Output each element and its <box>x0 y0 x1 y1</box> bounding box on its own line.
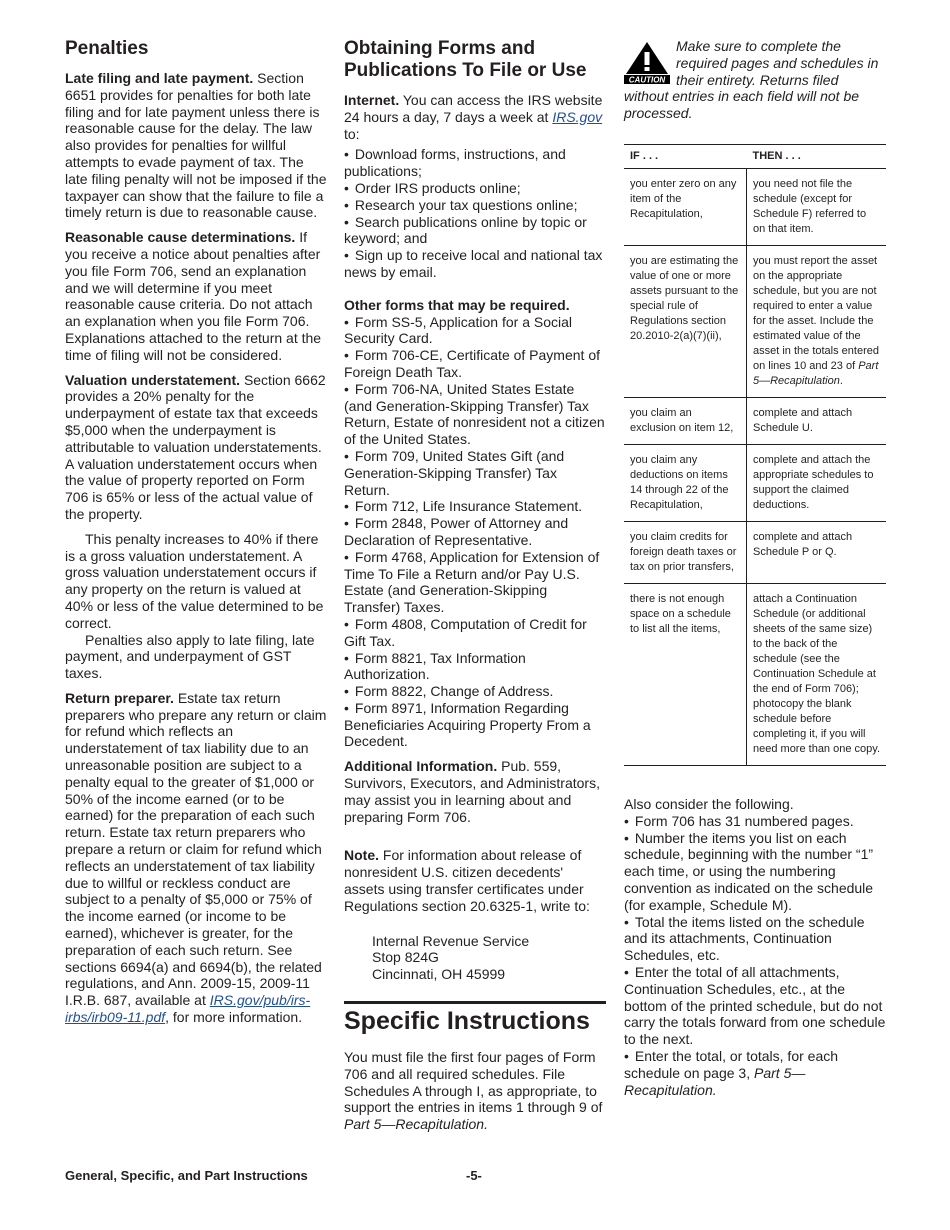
table-cell: complete and attach Schedule U. <box>747 397 887 444</box>
valuation-paragraph: Valuation understatement. Section 6662 provides a 20% penalty for the underpayment of estate tax that exceeds $5,000 when the underpayment is attributable to valuation understatements. A valuation understatement occurs when the value of property reported on Form 706 is 65% or less of the actual value of the property. <box>65 371 326 522</box>
irs-gov-link[interactable]: IRS.gov <box>552 108 603 125</box>
caution-label: CAUTION <box>628 75 666 84</box>
irb-link[interactable]: IRS.gov/pub/irs-irbs/irb09-11.pdf <box>65 992 311 1026</box>
list-item: • Form 709, United States Gift (and Generation-Skipping Transfer) Tax Return. <box>344 448 606 498</box>
other-forms-list <box>344 314 606 751</box>
page-number: -5- <box>466 1168 482 1183</box>
footer-section-title: General, Specific, and Part Instructions <box>65 1168 308 1183</box>
table-row <box>624 583 886 765</box>
list-item: • Form 8821, Tax Information Authorization. <box>344 650 606 684</box>
table-cell: complete and attach the appropriate schedules to support the claimed deductions. <box>747 444 887 521</box>
table-cell: you claim credits for foreign death taxes or tax on prior transfers, <box>624 521 747 583</box>
list-item: • Form 706-NA, United States Estate (and Generation-Skipping Transfer) Tax Return, Estate of nonresident not a citizen of the United States. <box>344 381 606 448</box>
column-caution-table <box>624 38 886 1106</box>
list-item: • Enter the total of all attachments, Continuation Schedules, etc., at the bottom of the printed schedule, but do not carry the totals forward from one schedule to the next. <box>624 964 886 1048</box>
internet-list <box>344 146 606 280</box>
if-then-table <box>624 144 886 766</box>
table-cell: you must report the asset on the appropriate schedule, but you are not required to enter a value for the asset. Include the estimated value of the asset in the totals entered on lines 10 and 23 of Part 5—Recapitulation. <box>747 245 887 397</box>
list-item: • Form 4768, Application for Extension of Time To File a Return and/or Pay U.S. Estate (and Generation-Skipping Transfer) Taxes. <box>344 549 606 616</box>
return-preparer-paragraph: Return preparer. Estate tax return preparers who prepare any return or claim for refund which reflects an understatement of tax liability due to an unreasonable position are subject to a penalty equal to the greater of $1,000 or 50% of the income earned (or to be earned) for the preparation of each such return. Estate tax return preparers who prepare a return or claim for refund which reflects an understatement of tax liability due to willful or reckless conduct are subject to a penalty of $5,000 or 75% of the income earned (or income to be earned), whichever is greater, for the preparation of each such return. See sections 6694(a) and 6694(b), the related regulations, and Ann. 2009-15, 2009-11 I.R.B. 687, available at IRS.gov/pub/irs-irbs/irb09-11.pdf, for more information. <box>65 689 327 1026</box>
table-cell: you claim any deductions on items 14 through 22 of the Recapitulation, <box>624 444 747 521</box>
caution-note <box>624 38 886 122</box>
reasonable-cause-paragraph: Reasonable cause determinations. If you receive a notice about penalties after you file Form 706, send an explanation and we will determine if you meet reasonable cause criteria. Do not attach an explanation when you file Form 706. Explanations attached to the return at the time of filing will not be considered. <box>65 229 322 363</box>
specific-instructions-paragraph: You must file the first four pages of Form 706 and all required schedules. File Schedules A through I, as appropriate, to support the entries in items 1 through 9 of Part 5—Recapitulation. <box>344 1049 603 1133</box>
list-item: • Order IRS products online; <box>344 180 606 197</box>
table-row <box>624 168 886 245</box>
list-item: • Form 712, Life Insurance Statement. <box>344 498 606 515</box>
header-then: THEN . . . <box>747 144 887 168</box>
other-forms-heading: Other forms that may be required. <box>344 296 570 313</box>
list-item: • Form 706-CE, Certificate of Payment of Foreign Death Tax. <box>344 347 606 381</box>
list-item: • Form 2848, Power of Attorney and Declaration of Representative. <box>344 515 606 549</box>
table-row <box>624 444 886 521</box>
internet-paragraph: Internet. You can access the IRS website 24 hours a day, 7 days a week at IRS.gov to: <box>344 92 603 142</box>
column-obtaining-forms <box>344 38 606 1141</box>
caution-text: Make sure to complete the required pages and schedules in their entirety. Returns filed without entries in each field will not be processed. <box>624 38 879 122</box>
address-line: Stop 824G <box>372 949 439 966</box>
note-paragraph: Note. For information about release of nonresident U.S. citizen decedents' assets using transfer certificates under Regulations section 20.6325-1, write to: <box>344 847 590 914</box>
table-header-row <box>624 144 886 168</box>
list-item: • Form 706 has 31 numbered pages. <box>624 813 886 830</box>
address-line: Cincinnati, OH 45999 <box>372 966 506 983</box>
list-item: • Total the items listed on the schedule and its attachments, Continuation Schedules, etc. <box>624 914 886 964</box>
list-item: • Research your tax questions online; <box>344 197 606 214</box>
header-if: IF . . . <box>624 144 747 168</box>
gst-penalties-paragraph: Penalties also apply to late filing, late payment, and underpayment of GST taxes. <box>65 631 315 682</box>
table-cell: you need not file the schedule (except for Schedule F) referred to on that item. <box>747 168 887 245</box>
specific-instructions-heading: Specific Instructions <box>344 1001 606 1035</box>
table-row <box>624 521 886 583</box>
gross-valuation-paragraph: This penalty increases to 40% if there is a gross valuation understatement. A gross valuation understatement occurs if any property on the return is valued at 40% or less of the value determined to be correct. <box>65 530 324 631</box>
table-cell: you claim an exclusion on item 12, <box>624 397 747 444</box>
late-filing-paragraph: Late filing and late payment. Section 6651 provides for penalties for both late filing and for late payment unless there is reasonable cause for the delay. The law also provides for penalties for willful attempts to evade payment of tax. The late filing penalty will not be imposed if the taxpayer can show that the failure to file a timely return is due to reasonable cause. <box>65 70 327 221</box>
list-item: • Download forms, instructions, and publications; <box>344 146 606 180</box>
irs-address <box>372 933 606 983</box>
column-penalties <box>65 38 327 1034</box>
table-row <box>624 245 886 397</box>
also-consider-list <box>624 813 886 1099</box>
list-item: • Enter the total, or totals, for each schedule on page 3, Part 5—Recapitulation. <box>624 1048 886 1098</box>
table-cell: you are estimating the value of one or more assets pursuant to the special rule of Regulations section 20.2010-2(a)(7)(ii), <box>624 245 747 397</box>
list-item: • Number the items you list on each schedule, beginning with the number “1” each time, or using the numbering convention as indicated on the schedule (for example, Schedule M). <box>624 830 886 914</box>
caution-icon <box>624 40 670 84</box>
additional-info-paragraph: Additional Information. Pub. 559, Survivors, Executors, and Administrators, may assist you in learning about and preparing Form 706. <box>344 758 600 825</box>
penalties-heading: Penalties <box>65 38 149 59</box>
list-item: • Form 4808, Computation of Credit for Gift Tax. <box>344 616 606 650</box>
list-item: • Form 8971, Information Regarding Beneficiaries Acquiring Property From a Decedent. <box>344 700 606 750</box>
table-row <box>624 397 886 444</box>
table-cell: you enter zero on any item of the Recapitulation, <box>624 168 747 245</box>
list-item: • Form 8822, Change of Address. <box>344 683 606 700</box>
list-item: • Form SS-5, Application for a Social Security Card. <box>344 314 606 348</box>
table-cell: complete and attach Schedule P or Q. <box>747 521 887 583</box>
table-cell: there is not enough space on a schedule to list all the items, <box>624 583 747 765</box>
obtaining-forms-heading: Obtaining Forms and Publications To File or Use <box>344 38 587 81</box>
list-item: • Sign up to receive local and national tax news by email. <box>344 247 606 281</box>
also-consider-text: Also consider the following. <box>624 795 794 812</box>
list-item: • Search publications online by topic or keyword; and <box>344 214 606 248</box>
table-cell: attach a Continuation Schedule (or additional sheets of the same size) to the back of the schedule (see the Continuation Schedule at the end of Form 706); photocopy the blank schedule before completing it, if you will need more than one copy. <box>747 583 887 765</box>
address-line: Internal Revenue Service <box>372 932 530 949</box>
